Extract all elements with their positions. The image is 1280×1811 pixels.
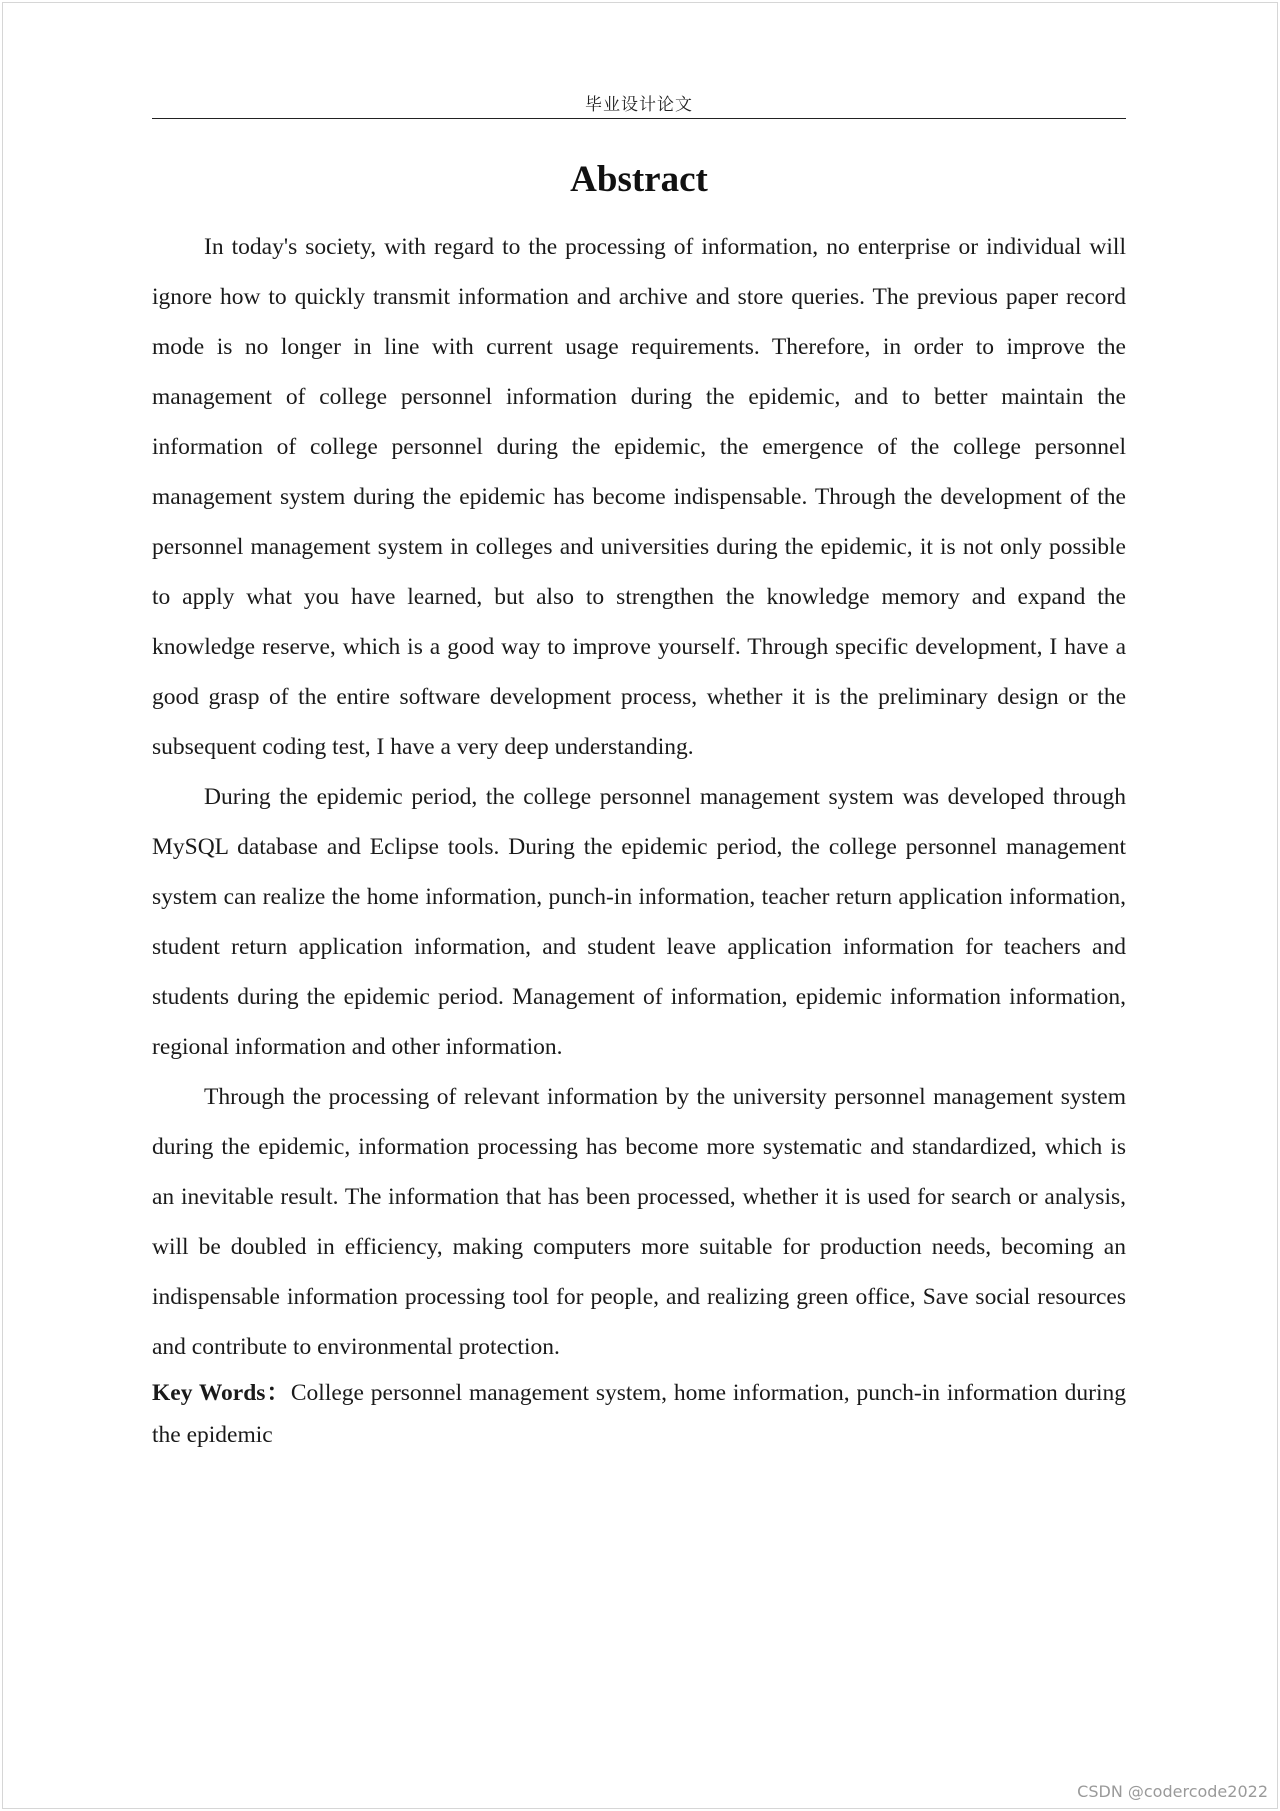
abstract-paragraph-1: In today's society, with regard to the processing of information, no enterprise or individual will ignore how to quickly transmit information and archive and store queries. The previous paper record mode is no longer in line with current usage requirements. Therefore, in order to improve the management of college personnel information during the epidemic, and to better maintain the information of college personnel during the epidemic, the emergence of the college personnel management system during the epidemic has become indispensable. Through the development of the personnel management system in colleges and universities during the epidemic, it is not only possible to apply what you have learned, but also to strengthen the knowledge memory and expand the knowledge reserve, which is a good way to improve yourself. Through specific development, I have a good grasp of the entire software development process, whether it is the preliminary design or the subsequent coding test, I have a very deep understanding.: [152, 234, 1126, 760]
keywords-line: [152, 1372, 1126, 1456]
page-title: Abstract: [570, 159, 708, 200]
keywords-label: Key Words：: [152, 1380, 291, 1406]
abstract-paragraph-2: During the epidemic period, the college personnel management system was developed through MySQL database and Eclipse tools. During the epidemic period, the college personnel management system can realize the home information, punch-in information, teacher return application information, student return application information, and student leave application information for teachers and students during the epidemic period. Management of information, epidemic information information, regional information and other information.: [152, 784, 1126, 1060]
abstract-paragraph-3: Through the processing of relevant information by the university personnel management system during the epidemic, information processing has become more systematic and standardized, which is an inevitable result. The information that has been processed, whether it is used for search or analysis, will be doubled in efficiency, making computers more suitable for production needs, becoming an indispensable information processing tool for people, and realizing green office, Save social resources and contribute to environmental protection.: [152, 1084, 1126, 1360]
abstract-body: [152, 222, 1126, 1456]
running-header: 毕业设计论文: [585, 95, 693, 115]
keywords-text: College personnel management system, home information, punch-in information during the epidemic: [152, 1380, 1126, 1448]
header-divider: [152, 118, 1126, 119]
csdn-watermark: CSDN @codercode2022: [1077, 1782, 1268, 1801]
